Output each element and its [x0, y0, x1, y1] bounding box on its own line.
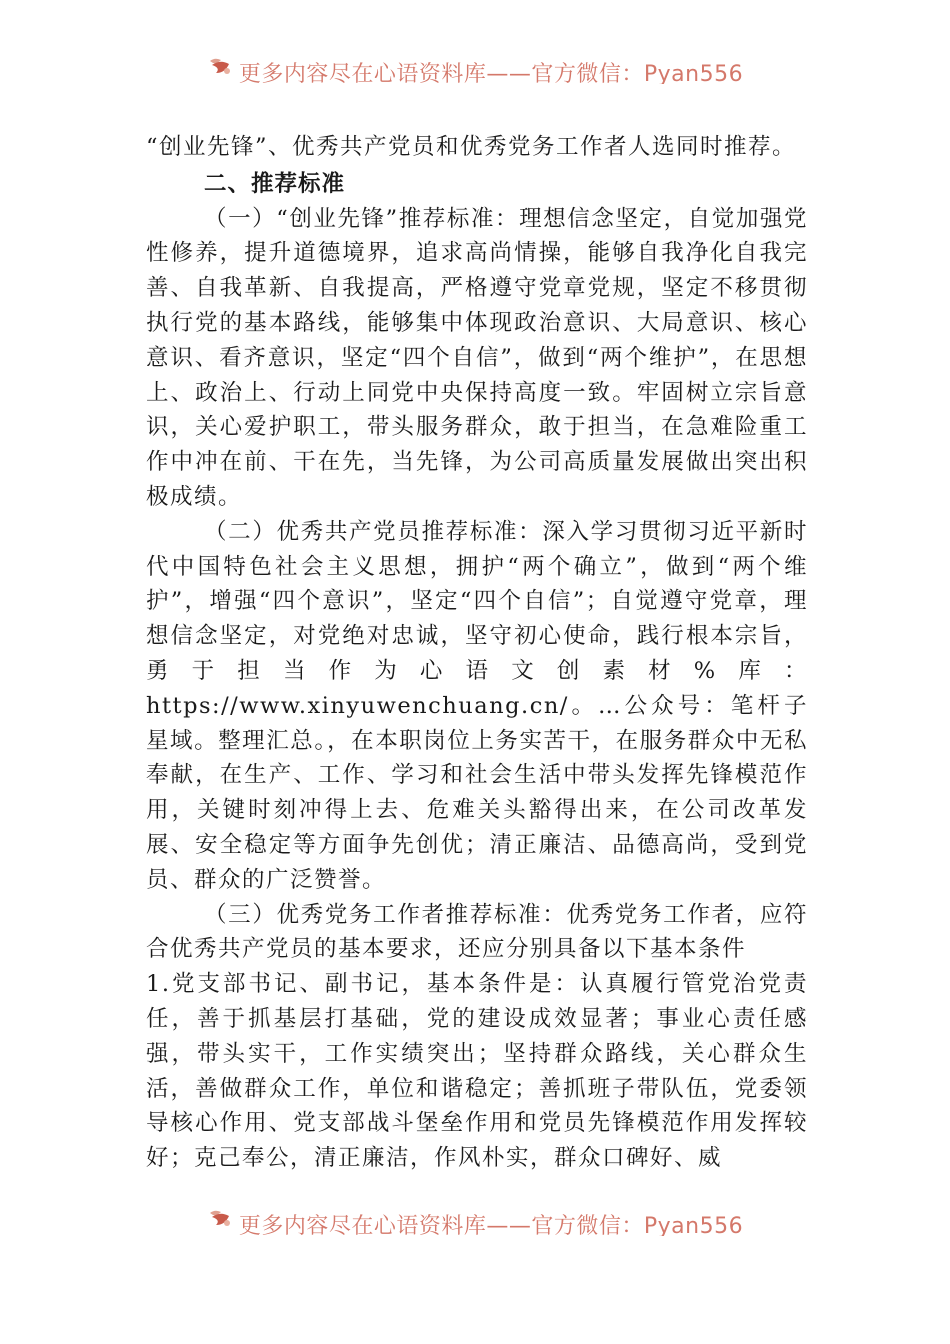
paragraph-standard-2: （二）优秀共产党员推荐标准：深入学习贯彻习近平新时代中国特色社会主义思想，拥护“两个确立”，做到“两个维护”，增强“四个意识”，坚定“四个自信”；自觉遵守党章，理想信念坚定，对党绝对忠诚，坚守初心使命，践行根本宗旨，勇于担当作为心语文创素材%库：https://www.xinyuwenchuang.cn/。…公众号：笔杆子星域。整理汇总。，在本职岗位上务实苦干，在服务群众中无私奉献，在生产、工作、学习和社会生活中带头发挥先锋模范作用，关键时刻冲得上去、危难关头豁得出来，在公司改革发展、安全稳定等方面争先创优；清正廉洁、品德高尚，受到党员、群众的广泛赞誉。 [146, 518, 808, 893]
watermark-logo-icon [207, 1207, 233, 1229]
paragraph-standard-3: （三）优秀党务工作者推荐标准：优秀党务工作者，应符合优秀共产党员的基本要求，还应分别具备以下基本条件 [146, 901, 808, 963]
footer-watermark [0, 1200, 950, 1236]
header-watermark [0, 48, 950, 84]
watermark-logo-icon [207, 55, 233, 77]
watermark-text: 更多内容尽在心语资料库——官方微信：Pyan556 [238, 1213, 744, 1236]
section-heading: 二、推荐标准 [204, 170, 346, 197]
paragraph-item-1: 1.党支部书记、副书记，基本条件是：认真履行管党治党责任，善于抓基层打基础，党的建设成效显著；事业心责任感强，带头实干，工作实绩突出；坚持群众路线，关心群众生活，善做群众工作，单位和谐稳定；善抓班子带队伍，党委领导核心作用、党支部战斗堡垒作用和党员先锋模范作用发挥较好；克己奉公，清正廉洁，作风朴实，群众口碑好、威 [146, 971, 808, 1172]
watermark-text: 更多内容尽在心语资料库——官方微信：Pyan556 [238, 61, 744, 84]
paragraph-standard-1: （一）“创业先锋”推荐标准：理想信念坚定，自觉加强党性修养，提升道德境界，追求高尚情操，能够自我净化自我完善、自我革新、自我提高，严格遵守党章党规，坚定不移贯彻执行党的基本路线，能够集中体现政治意识、大局意识、核心意识、看齐意识，坚定“四个自信”，做到“两个维护”，在思想上、政治上、行动上同党中央保持高度一致。牢固树立宗旨意识，关心爱护职工，带头服务群众，敢于担当，在急难险重工作中冲在前、干在先，当先锋，为公司高质量发展做出突出积极成绩。 [146, 205, 808, 510]
paragraph-intro: “创业先锋”、优秀共产党员和优秀党务工作者人选同时推荐。 [146, 134, 797, 160]
document-body [146, 130, 808, 1176]
